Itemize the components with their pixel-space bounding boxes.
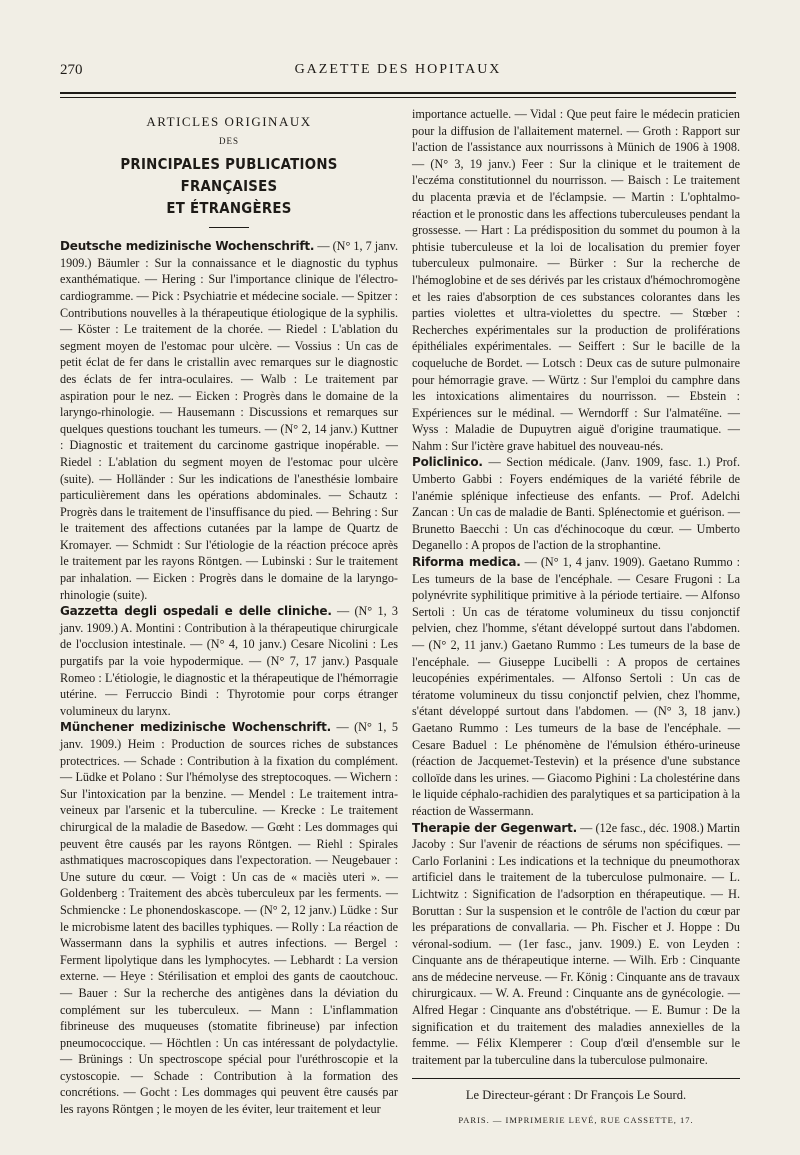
section-des: DES [218,135,239,146]
section-heading-line2: ET ÉTRANGÈRES [166,199,292,218]
bibliography-entry [60,603,398,719]
entry-text: — (N° 1, 4 janv. 1909). Gaetano Rummo : Les tumeurs de la base de l'encéphale. — Cesare Frugoni : La polynévrite syphilitique primitive à la période tertiaire. — Alfonso Sertoli : Un cas de tératome volumineux du tissu conjonctif pelvien, chez l'homme, s'étant développé surtout dans l'abdomen. — (N° 2, 11 janv.) Gaetano Rummo : Les tumeurs de la base de l'encéphale. — Giuseppe Lucibelli : A propos de certaines leucopénies expérimentales. — Alfonso Sertoli : Un cas de tératome volumineux du tissu conjonctif pelvien, chez l'homme, s'étant développé surtout dans l'abdomen. — (N° 3, 18 janv.) Gaetano Rummo : Les tumeurs de la base de l'encéphale. — Cesare Baduel : Le phénomène de l'émulsion éthéro-urineuse (réaction de Jacquemet-Testevin) et la présence d'une substance colloïde dans les urines. — Giacomo Pighini : La cholestérine dans le liquide céphalo-rachidien des paralytiques et sa participation à la réaction de Wassermann. [412,555,741,818]
entry-text: importance actuelle. — Vidal : Que peut faire le médecin praticien pour la diffusion de l'allaitement maternel. — Groth : Rapport sur l'action de l'assistance aux nourrissons à Münich de 1906 à 1908. — (N° 3, 19 janv.) Feer : Sur la clinique et le traitement de l'eczéma constitutionnel du nourrisson. — Baisch : Le traitement du placenta prævia et de l'éclampsie. — Martin : L'ophtalmo-réaction et le pronostic dans les affections tuberculeuses pendant la grossesse. — Hart : La prédisposition du sommet du poumon à la phtisie tuberculeuse et la loi de localisation du premier foyer tuberculeux pulmonaire. — Bürker : Sur la recherche de l'hémoglobine et de ses dérivés par les cristaux d'hémochromogène et les raies d'absorption de ces substances colorantes dans les parties violettes et ultra-violettes du spectre. — Stœber : Recherches expérimentales sur la production de proliférations épithéliales expérimentales. — Seiffert : Sur le bacille de la coqueluche de Bordet. — Lotsch : Deux cas de suture pulmonaire pour hémorragie grave. — Würtz : Sur l'emploi du camphre dans les intoxications alimentaires du nourrisson. — Ebstein : Expériences sur le médinal. — Werndorff : Sur l'almatéïne. — Wyss : Maladie de Dupuytren aiguë d'origine traumatique. — Nahm : Sur l'ictère grave habituel des nouveau-nés. [412,107,740,453]
journal-name: Gazzetta degli ospedali e delle cliniche. [60,604,332,619]
printer-line: PARIS. — IMPRIMERIE LEVÉ, RUE CASSETTE, 17. [458,1115,694,1126]
bibliography-entry [412,106,740,454]
section-title: ARTICLES ORIGINAUX [146,114,312,129]
journal-name: Therapie der Gegenwart. [412,820,577,835]
entry-text: — (N° 1, 5 janv. 1909.) Heim : Production de sources riches de substances protectrices. — Schade : Contribution à la fixation du complément. — Lüdke et Polano : Sur l'hémolyse des streptocoques. — Wichern : Sur l'intoxication par la benzine. — Mendel : Le traitement intra-veineux par l'arsenic et la tuberculine. — Krecke : Le traitement chirurgical de la maladie de Basedow. — Gœht : Les dommages qui peuvent être causés par les rayons Röntgen. — Riehl : Spirales asthmatiques macroscopiques dans l'expectoration. — Neugebauer : Une suture du cœur. — Voigt : Un cas de « maciès uteri ». — Goldenberg : Traitement des abcès tuberculeux par les ferments. — Schmiencke : Le phonendoskascope. — (N° 2, 12 janv.) Lüdke : Sur le microbisme latent des bacilles typhiques. — Rolly : La réaction de Wassermann dans la syphilis et autres infections. — Bergel : Ferment lipolytique dans les lymphocytes. — Lebhardt : La version externe. — Heye : Stérilisation et emploi des gants de caoutchouc. — Bauer : Sur la recherche des antigènes dans la déviation du complément sur les tuberculeux. — Mann : L'inflammation fibrineuse des muqueuses (stomatite fibrineuse) par infection pneumococcique. — Höchtlen : Un cas intéressant de polydactylie. — Brünings : Un spectroscope spécial pour l'uréthroscopie et la cystoscopie. — Schade : Contribution à la formation des concrétions. — Gocht : Les dommages qui peuvent être causés par les rayons Röntgen ; le moyen de les éviter, leur traitement et leur [60,720,398,1117]
director-signature: Le Directeur-gérant : Dr François Le Sourd. [412,1078,740,1104]
page-number: 270 [60,62,83,78]
section-divider [209,227,249,228]
header-rule-thick [60,92,736,94]
bibliography-entry [412,454,740,554]
journal-name: Münchener medizinische Wochenschrift. [60,720,331,735]
entry-text: — (12e fasc., déc. 1908.) Martin Jacoby : Sur l'avenir de réactions de sérums non spécifiques. — Carlo Forlanini : Les indications et la technique du pneumothorax artificiel dans le traitement de la tuberculose pulmonaire. — L. Lichtwitz : Signification de l'adsorption en thérapeutique. — H. Boruttan : Sur la suspension et le contrôle de l'action du cœur par les préparations de convallaria. — Ph. Fischer et J. Hoppe : Du véronal-sodium. — (1er fasc., janv. 1909.) E. von Leyden : Cinquante ans de thérapeutique interne. — Wilh. Erb : Cinquante ans de médecine nerveuse. — Fr. König : Cinquante ans de travaux chirurgicaux. — W. A. Freund : Cinquante ans de gynécologie. — Alfred Hegar : Cinquante ans d'obstétrique. — E. Bumur : De la signification et du traitement des maladies annexielles de la femme. — Félix Klemperer : Coup d'œil d'ensemble sur le traitement par la tuberculine dans la tuberculose pulmonaire. [412,820,740,1067]
page-header [60,62,736,86]
entry-text: — (N° 1, 3 janv. 1909.) A. Montini : Contribution à la thérapeutique chirurgicale de l'occlusion intestinale. — (N° 4, 10 janv.) Cesare Nicolini : Les purgatifs par la voie hypodermique. — (N° 7, 17 janv.) Pasquale Romeo : L'étiologie, le diagnostic et la thérapeutique de l'hémorragie utérine. — Ferruccio Bindi : Thyrotomie pour corps étranger volumineux du larynx. [60,604,398,718]
bibliography-entry [412,820,740,1069]
bibliography-entry [60,238,398,603]
left-entries [60,238,398,1117]
entry-text: — Section médicale. (Janv. 1909, fasc. 1.) Prof. Umberto Gabbi : Foyers endémiques de la variété fébrile de l'anémie splénique infectieuse des enfants. — Prof. Adelchi Zancan : Un cas de maladie de Banti. Splénectomie et guérison. — Brunetto Baecchi : Un cas d'échinocoque du cœur. — Umberto Deganello : A propos de l'action de la strophantine. [412,455,740,553]
right-entries [412,106,740,1068]
bibliography-entry [412,554,740,820]
journal-name: Riforma medica. [412,555,521,570]
right-column [412,106,740,1129]
header-rule-thin [60,97,736,98]
journal-name: Deutsche medizinische Wochenschrift. [60,239,315,254]
entry-text: — (N° 1, 7 janv. 1909.) Bäumler : Sur la connaissance et le diagnostic du typhus exanthématique. — Hering : Sur l'importance clinique de l'électro-cardiogramme. — Pick : Psychiatrie et médecine sociale. — Spitzer : Contributions nouvelles à la thérapeutique étiologique de la syphilis. — Köster : Le traitement de la chorée. — Riedel : L'ablation du segment moyen de l'estomac pour ulcère. — Vossius : Un cas de petit éclat de fer dans le cristallin avec remarques sur le diagnostic des éclats de fer intra-oculaires. — Walb : Le traitement par aspiration pour le nez. — Eicken : Progrès dans le domaine de la laryngo-rhinologie. — Hausemann : Discussions et remarques sur quelques questions touchant les tumeurs. — (N° 2, 14 janv.) Kuttner : Diagnostic et traitement du carcinome gastrique inopérable. — Riedel : L'ablation du segment moyen de l'estomac pour ulcère (suite). — Holländer : Sur les indications de l'anesthésie lombaire particulièrement dans les opérations abdominales. — Schautz : Progrès dans le traitement de l'insuffisance du pied. — Behring : Sur le traitement des affections cutanées par la lampe de Quartz de Kromayer. — Schmidt : Sur l'étiologie de la réaction précoce après le traitement par les rayons Röntgen. — Lubinski : Sur le traitement par inhalation. — Eicken : Progrès dans le domaine de la laryngo-rhinologie (suite). [60,239,398,602]
section-heading-line1: PRINCIPALES PUBLICATIONS FRANÇAISES [120,155,338,196]
journal-name: Policlinico. [412,455,483,470]
bibliography-entry [60,719,398,1117]
left-column [60,108,398,1118]
journal-title: GAZETTE DES HOPITAUX [294,62,502,77]
